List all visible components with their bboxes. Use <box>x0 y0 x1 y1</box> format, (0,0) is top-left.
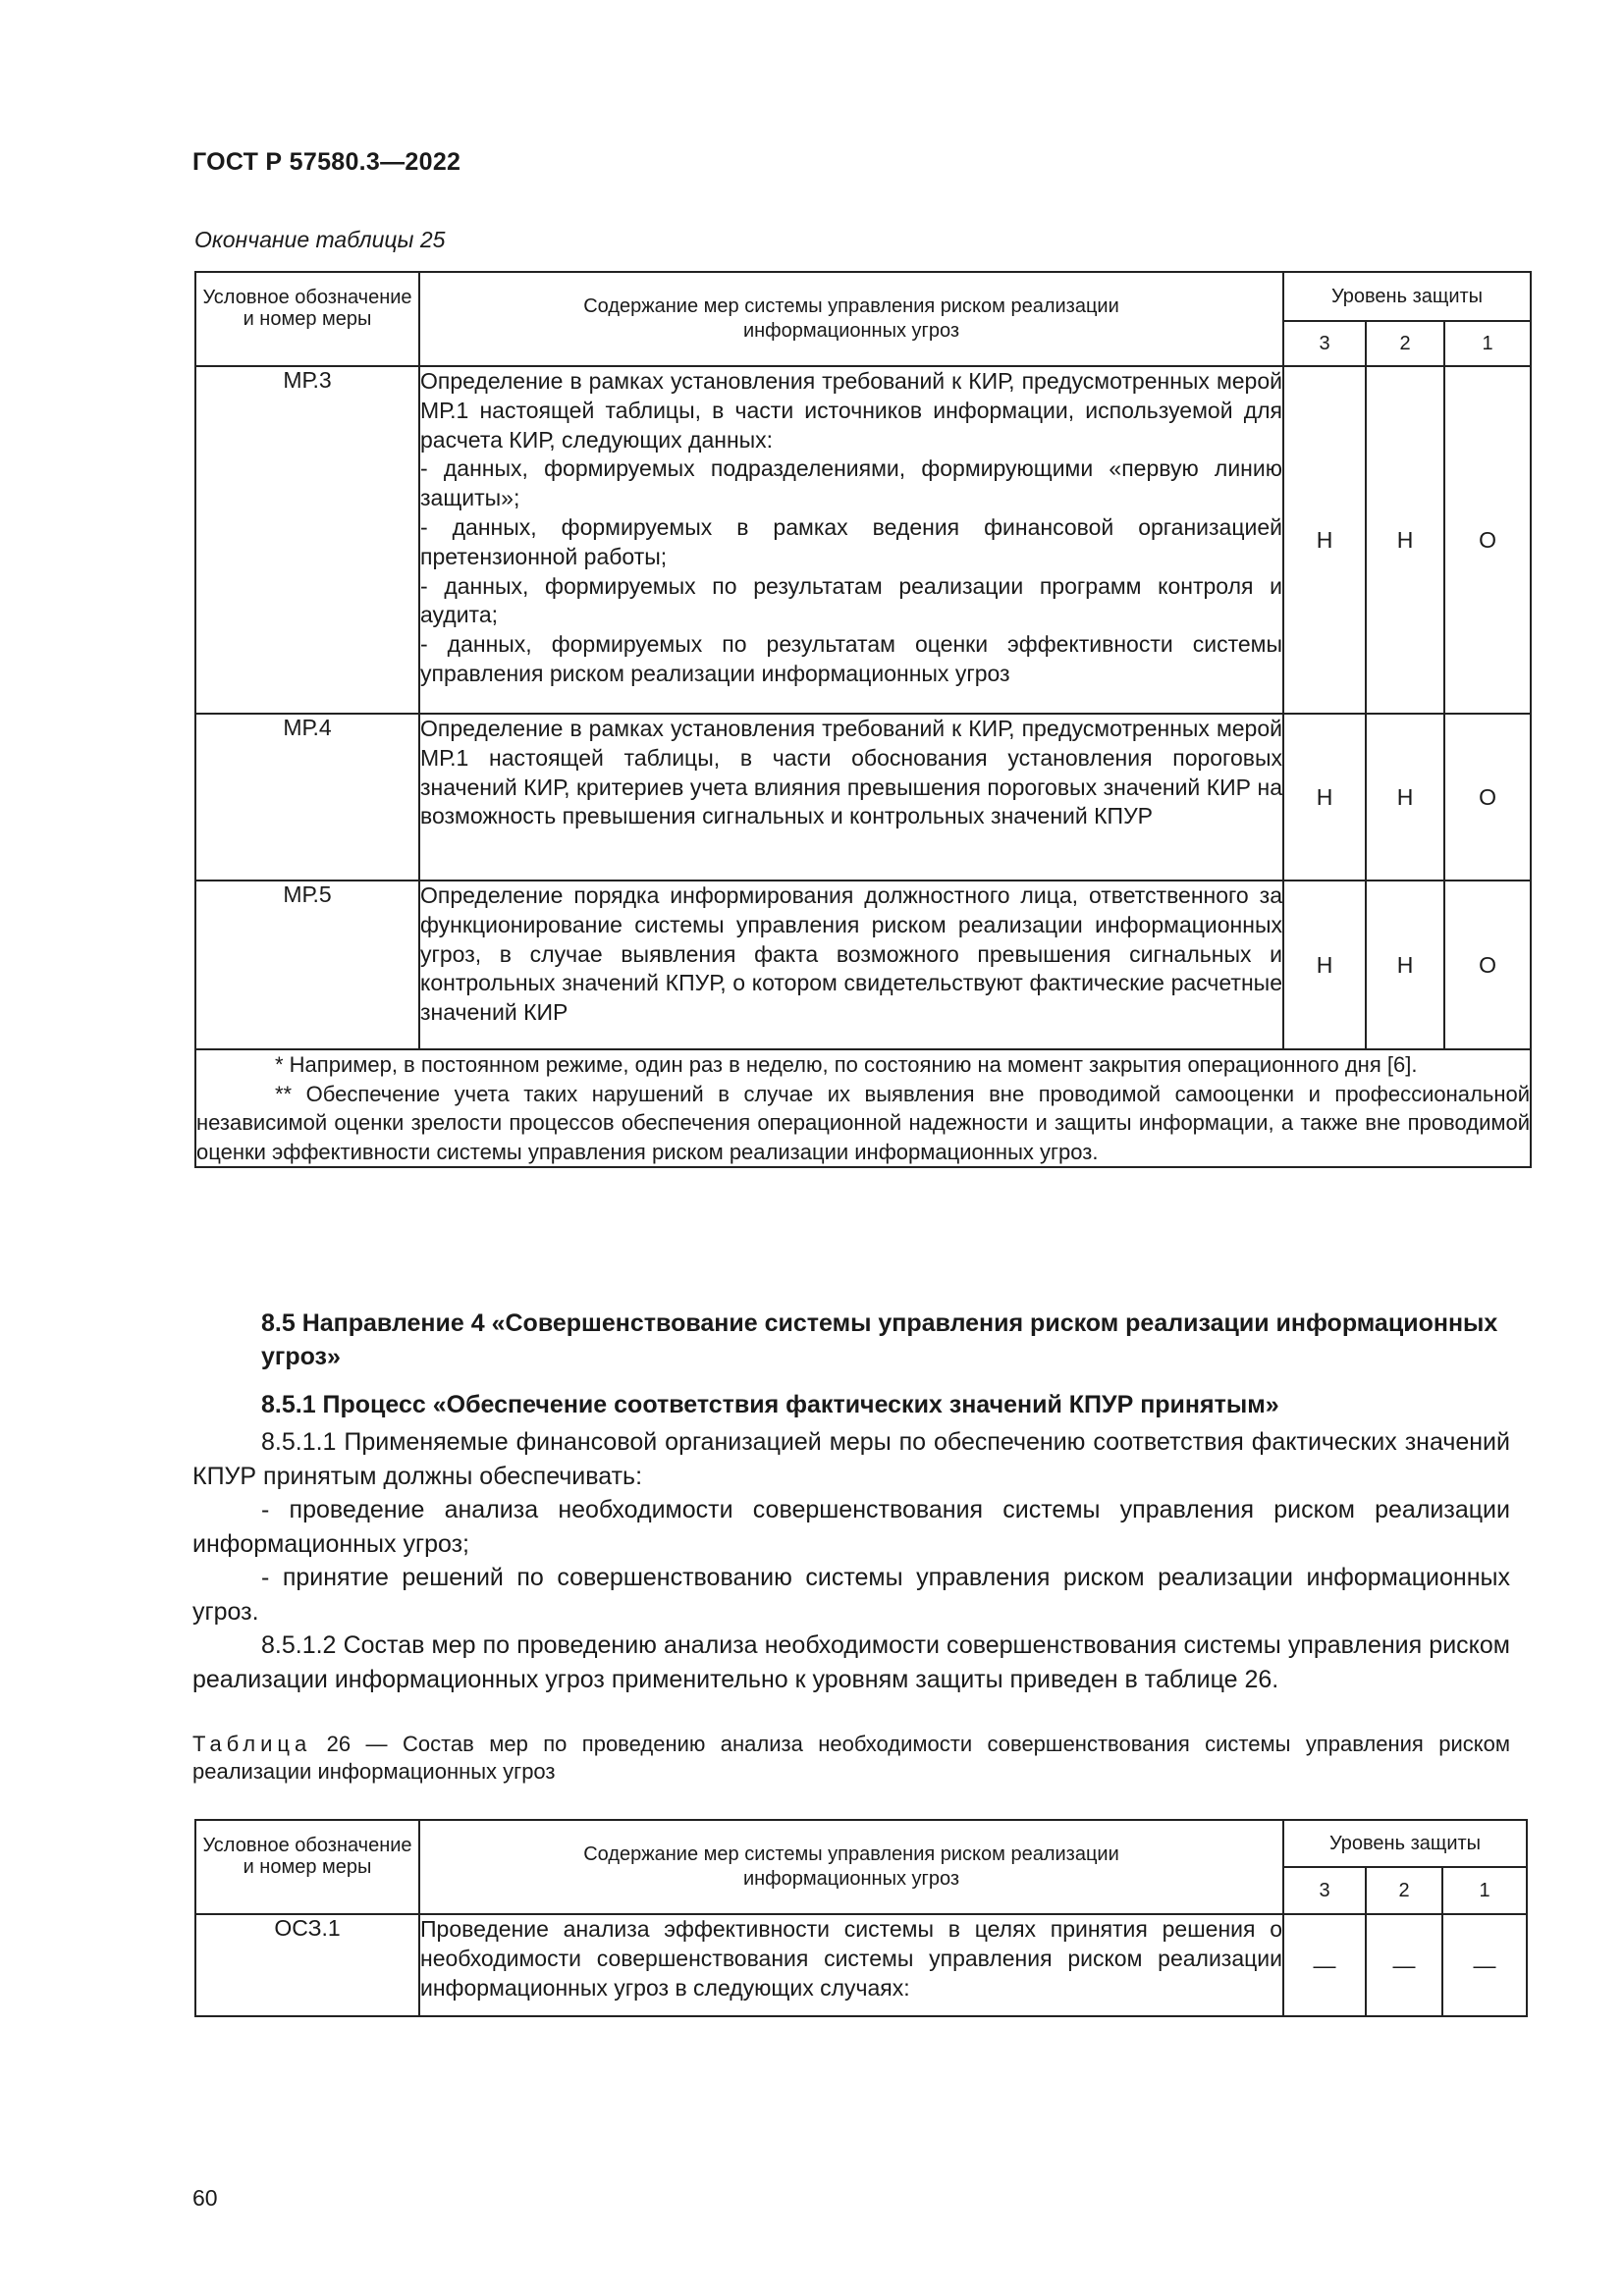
table-caption-text: 26 — Состав мер по проведению анализа необходимости совершенствования системы управления риском реализации информационных угроз <box>192 1732 1510 1784</box>
page-number: 60 <box>192 2185 218 2211</box>
col-header-level: Уровень защиты <box>1283 1820 1527 1867</box>
level-3-header: 3 <box>1283 321 1366 366</box>
level-1-value: О <box>1444 881 1531 1049</box>
col-header-level: Уровень защиты <box>1283 272 1531 321</box>
paragraph: - проведение анализа необходимости совершенствования системы управления риском реализации информационных угроз; <box>192 1496 1510 1558</box>
measure-code: МР.5 <box>195 881 419 1049</box>
col-header-code-text: Условное обозначение и номер меры <box>202 287 412 330</box>
footnote: * Например, в постоянном режиме, один раз в неделю, по состоянию на момент закрытия операционного дня [6]. <box>275 1052 1418 1077</box>
measure-code: МР.3 <box>195 366 419 714</box>
col-header-content <box>419 1820 1283 1914</box>
footnotes-row <box>195 1049 1531 1167</box>
measure-content: Определение порядка информирования должностного лица, ответственного за функционирование системы управления риском реализации информационных угроз, в случае выявления факта возможного превышения сигнальных и контрольных значений КПУР, о котором свидетельствуют фактические расчетные значений КИР <box>419 881 1283 1049</box>
level-2-value: Н <box>1366 366 1444 714</box>
level-3-value: — <box>1283 1914 1366 2016</box>
level-1-header: 1 <box>1444 321 1531 366</box>
table-continuation-label: Окончание таблицы 25 <box>194 227 446 252</box>
measure-code: МР.4 <box>195 714 419 881</box>
section-heading-8-5: 8.5 Направление 4 «Совершенствование системы управления риском реализации информационных угроз» <box>261 1309 1498 1370</box>
level-3-value: Н <box>1283 881 1366 1049</box>
level-2-value: Н <box>1366 714 1444 881</box>
col-header-code <box>195 1820 419 1914</box>
level-2-value: Н <box>1366 881 1444 1049</box>
level-1-header: 1 <box>1442 1867 1527 1914</box>
level-1-value: О <box>1444 714 1531 881</box>
document-id: ГОСТ Р 57580.3—2022 <box>192 148 461 176</box>
table-row <box>195 881 1531 1049</box>
table-26 <box>194 1819 1528 2017</box>
section-body <box>192 1425 1510 1696</box>
section-heading-8-5-1: 8.5.1 Процесс «Обеспечение соответствия фактических значений КПУР принятым» <box>261 1391 1279 1418</box>
level-1-value: О <box>1444 366 1531 714</box>
table-25 <box>194 271 1532 1168</box>
measure-content: Проведение анализа эффективности системы в целях принятия решения о необходимости совершенствования системы управления риском реализации информационных угроз в следующих случаях: <box>419 1914 1283 2016</box>
level-3-header: 3 <box>1283 1867 1366 1914</box>
table-caption-label: Таблица <box>192 1732 312 1756</box>
paragraph: 8.5.1.1 Применяемые финансовой организацией меры по обеспечению соответствия фактических значений КПУР принятым должны обеспечивать: <box>192 1428 1510 1490</box>
paragraph: 8.5.1.2 Состав мер по проведению анализа необходимости совершенствования системы управления риском реализации информационных угроз применительно к уровням защиты приведен в таблице 26. <box>192 1631 1510 1693</box>
footnotes <box>195 1049 1531 1167</box>
table-row <box>195 1914 1527 2016</box>
col-header-content-text: Содержание мер системы управления риском реализации информационных угроз <box>583 1843 1119 1890</box>
measure-content: Определение в рамках установления требований к КИР, предусмотренных мерой МР.1 настоящей таблицы, в части обоснования установления пороговых значений КИР, критериев учета влияния превышения пороговых значений КИР на возможность превышения сигнальных и контрольных значений КПУР <box>419 714 1283 881</box>
level-2-header: 2 <box>1366 1867 1442 1914</box>
paragraph: - принятие решений по совершенствованию системы управления риском реализации информационных угроз. <box>192 1564 1510 1626</box>
col-header-content-text: Содержание мер системы управления риском реализации информационных угроз <box>583 295 1119 342</box>
footnote: ** Обеспечение учета таких нарушений в случае их выявления вне проводимой самооценки и профессиональной независимой оценки зрелости процессов обеспечения операционной надежности и защиты информации, а также вне проводимой оценки эффективности системы управления риском реализации информационных угроз. <box>196 1081 1531 1164</box>
col-header-content <box>419 272 1283 366</box>
col-header-code-text: Условное обозначение и номер меры <box>202 1835 412 1878</box>
table-26-caption <box>192 1731 1510 1786</box>
col-header-code <box>195 272 419 366</box>
level-1-value: — <box>1442 1914 1527 2016</box>
table-row <box>195 366 1531 714</box>
level-2-value: — <box>1366 1914 1442 2016</box>
level-3-value: Н <box>1283 366 1366 714</box>
level-3-value: Н <box>1283 714 1366 881</box>
table-row <box>195 714 1531 881</box>
measure-content: Определение в рамках установления требований к КИР, предусмотренных мерой МР.1 настоящей таблицы, в части источников информации, используемой для расчета КИР, следующих данных: - данных, формируемых подразделениями, формирующими «первую линию защиты»; - данных, формируемых в рамках ведения финансовой организацией претензионной работы; - данных, формируемых по результатам реализации программ контроля и аудита; - данных, формируемых по результатам оценки эффективности системы управления риском реализации информационных угроз <box>419 366 1283 714</box>
measure-code: ОСЗ.1 <box>195 1914 419 2016</box>
level-2-header: 2 <box>1366 321 1444 366</box>
